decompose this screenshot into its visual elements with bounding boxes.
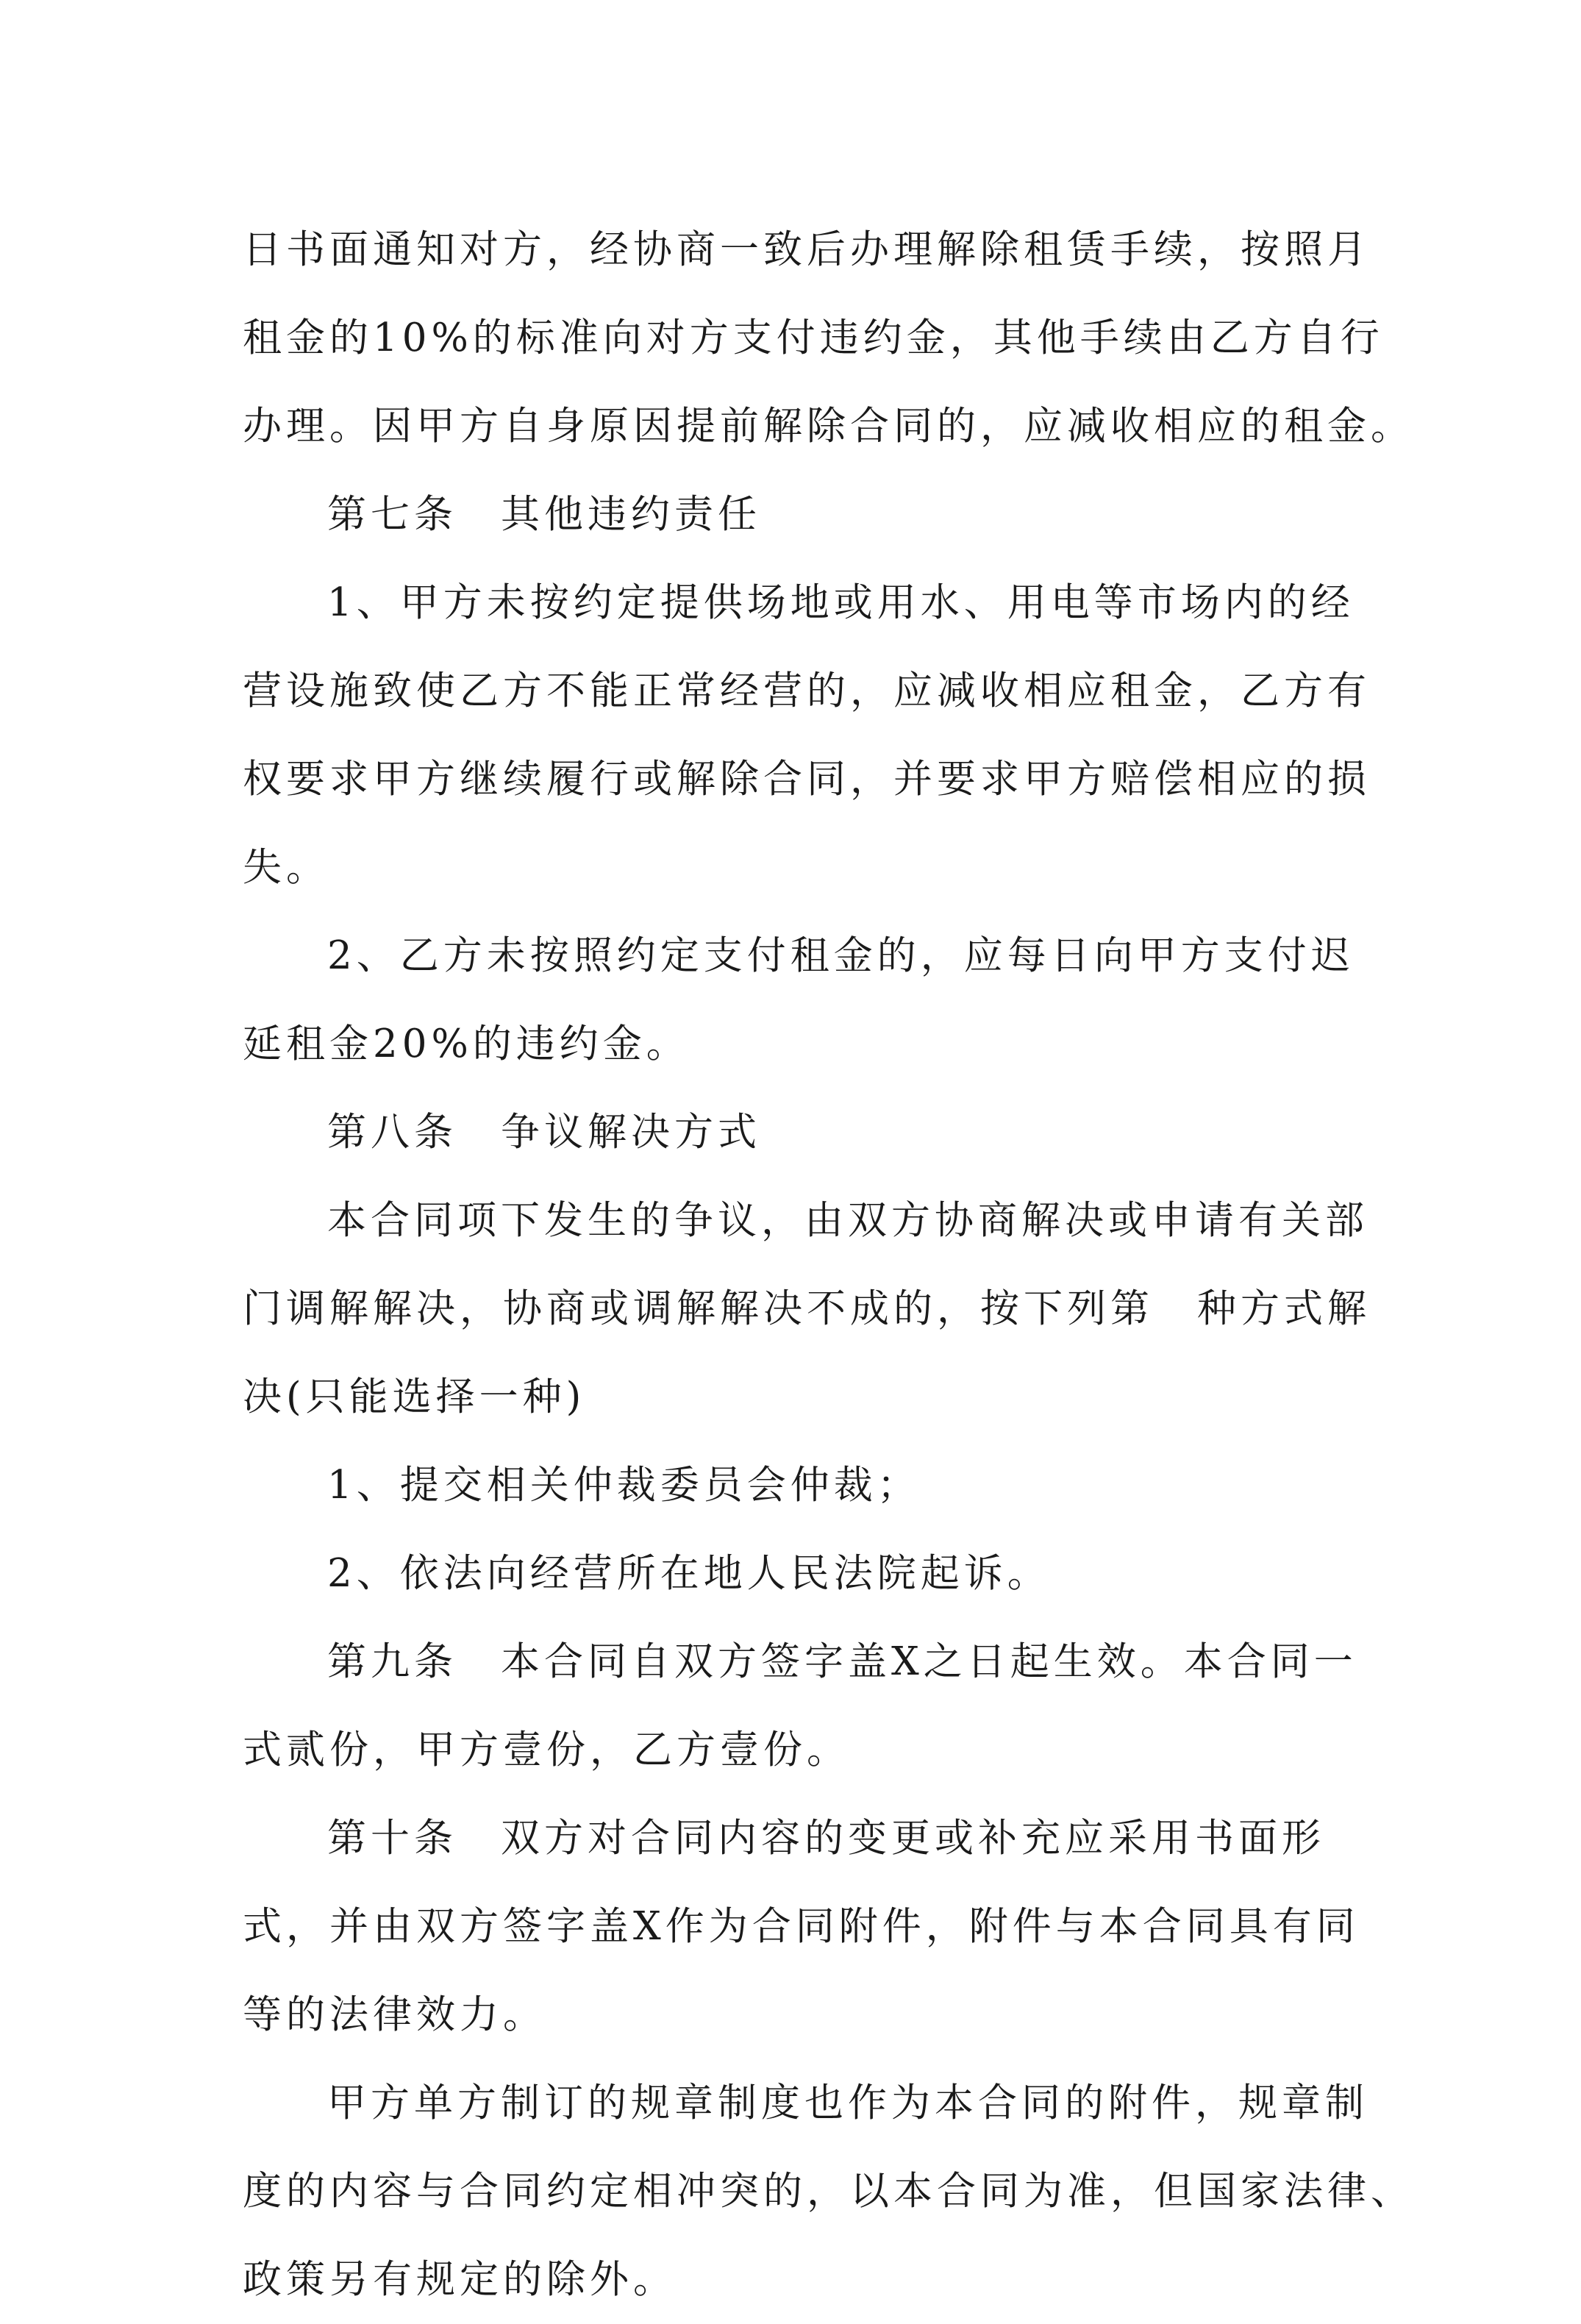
text-line: 失。 [243, 845, 329, 890]
text-line: 门调解解决，协商或调解解决不成的，按下列第 种方式解 [243, 1286, 1371, 1331]
text-line: 式贰份，甲方壹份，乙方壹份。 [243, 1728, 850, 1772]
text-line: 2、依法向经营所在地人民法院起诉。 [327, 1551, 1051, 1596]
text-line: 等的法律效力。 [243, 1992, 546, 2037]
text-line: 日书面通知对方，经协商一致后办理解除租赁手续，按照月 [243, 227, 1371, 272]
text-line: 政策另有规定的除外。 [243, 2257, 677, 2302]
text-line: 租金的10%的标准向对方支付违约金，其他手续由乙方自行 [243, 316, 1384, 360]
text-line: 第八条 争议解决方式 [327, 1110, 761, 1155]
text-line: 本合同项下发生的争议，由双方协商解决或申请有关部 [327, 1198, 1368, 1243]
contract-text [243, 206, 1414, 2324]
text-line: 第七条 其他违约责任 [327, 492, 761, 537]
text-line: 1、甲方未按约定提供场地或用水、用电等市场内的经 [327, 580, 1355, 625]
text-line: 1、提交相关仲裁委员会仲裁； [327, 1463, 921, 1508]
text-line: 式，并由双方签字盖X作为合同附件，附件与本合同具有同 [243, 1904, 1360, 1949]
text-line: 延租金20%的违约金。 [243, 1022, 690, 1066]
text-line: 度的内容与合同约定相冲突的，以本合同为准，但国家法律、 [243, 2169, 1414, 2214]
text-line: 第十条 双方对合同内容的变更或补充应采用书面形 [327, 1816, 1325, 1861]
text-line: 甲方单方制订的规章制度也作为本合同的附件，规章制 [327, 2081, 1368, 2125]
text-line: 第九条 本合同自双方签字盖X之日起生效。本合同一 [327, 1639, 1357, 1684]
text-line: 营设施致使乙方不能正常经营的，应减收相应租金，乙方有 [243, 669, 1371, 713]
text-line: 办理。因甲方自身原因提前解除合同的，应减收相应的租金。 [243, 404, 1414, 449]
text-line: 决(只能选择一种) [243, 1375, 586, 1419]
text-line: 2、乙方未按照约定支付租金的，应每日向甲方支付迟 [327, 933, 1355, 978]
text-line: 权要求甲方继续履行或解除合同，并要求甲方赔偿相应的损 [243, 757, 1371, 802]
